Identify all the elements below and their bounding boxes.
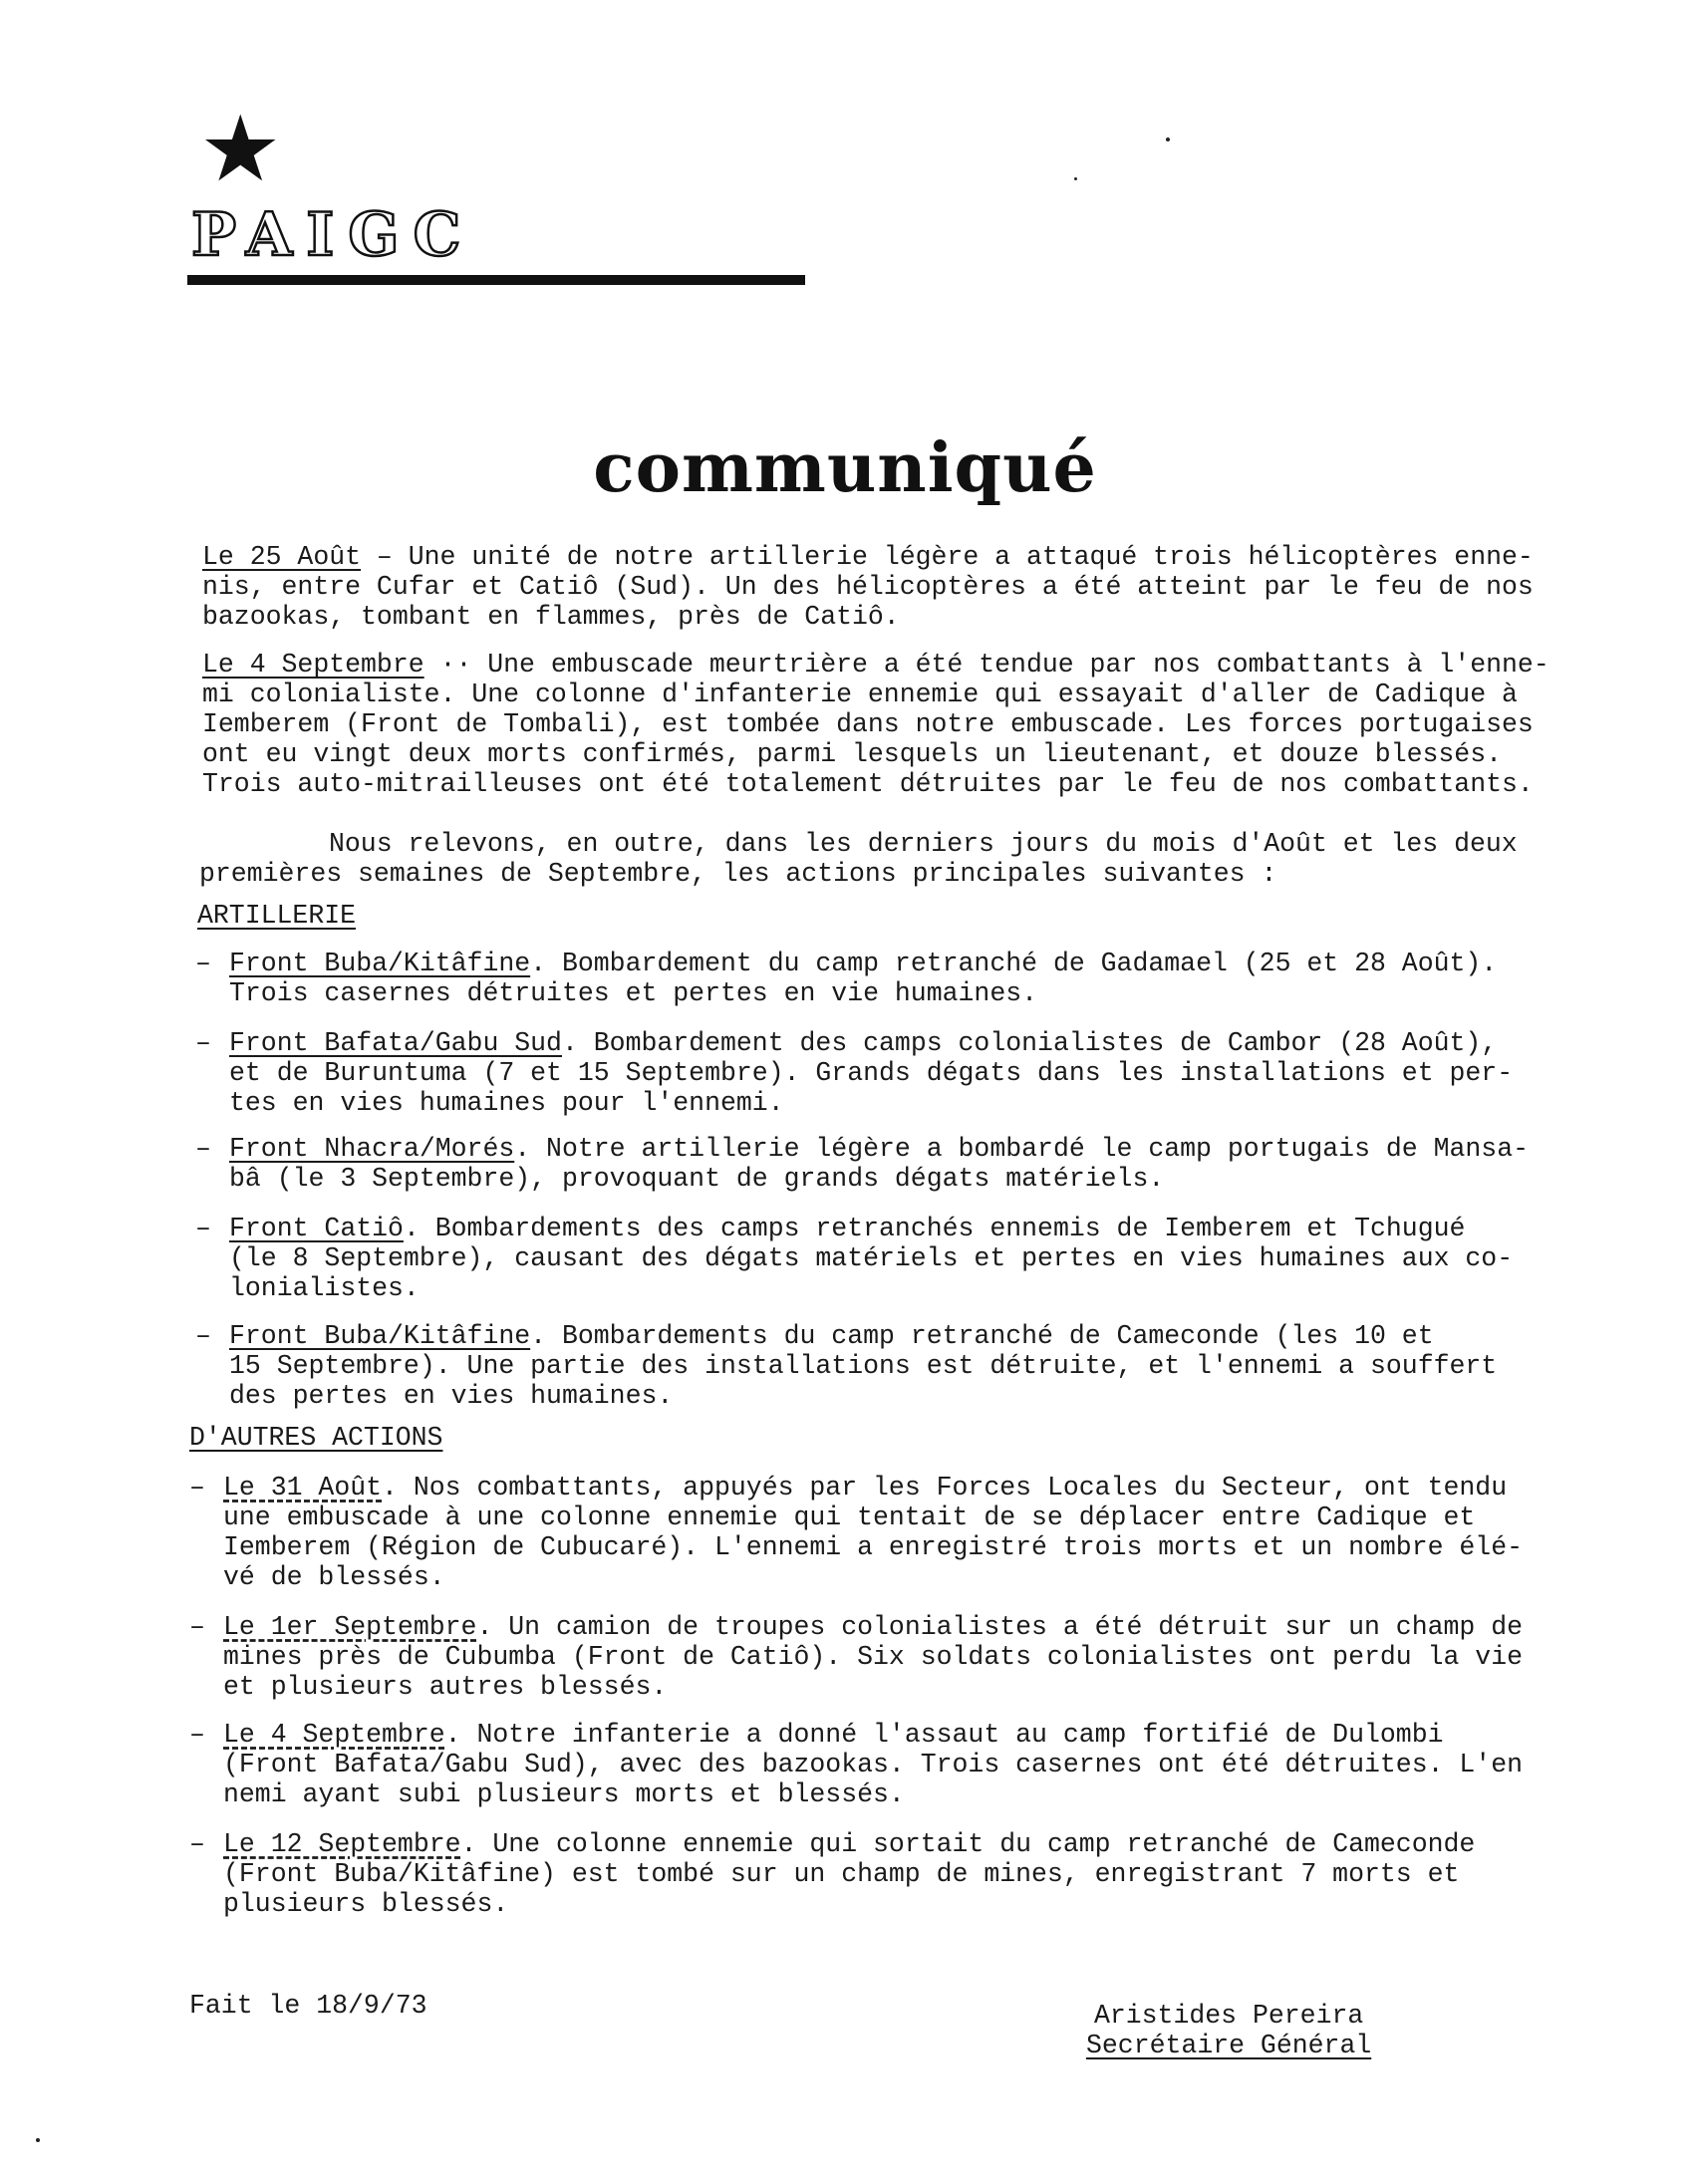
action-item: – Le 12 Septembre. Une colonne ennemie qui sortait du camp retranché de Cameconde (Front Buba/Kitâfine) est tombé sur un champ de mines, enregistrant 7 morts et plusieurs blessés.	[189, 1829, 1476, 1919]
bullet-dash: –	[189, 1612, 205, 1642]
date-label: Le 25 Août	[202, 542, 362, 572]
bullet-dash: –	[189, 1720, 205, 1750]
bullet-dash: –	[195, 1028, 211, 1058]
front-label: Front Buba/Kitâfine	[229, 949, 531, 978]
front-label: Front Nhacra/Morés	[229, 1134, 515, 1164]
signature-block	[1086, 2001, 1371, 2060]
date-label: Le 1er Septembre	[223, 1612, 477, 1642]
date-label: Le 4 Septembre	[223, 1720, 445, 1750]
paragraph-line: Trois auto-mitrailleuses ont été totalement détruites par le feu de nos combattants.	[202, 769, 1534, 799]
document-title: communiqué	[593, 428, 1097, 508]
front-label: Front Buba/Kitâfine	[229, 1321, 531, 1351]
date-label: Le 12 Septembre	[223, 1829, 461, 1859]
party-logo: PAIGC	[191, 200, 475, 270]
logo-underline-bar	[187, 275, 805, 285]
paragraph-line: bazookas, tombant en flammes, près de Catiô.	[202, 602, 900, 632]
bullet-dash: –	[189, 1829, 205, 1859]
bullet-dash: –	[195, 949, 211, 978]
signatory-name: Aristides Pereira	[1093, 2001, 1364, 2031]
action-item: – Le 4 Septembre. Notre infanterie a donné l'assaut au camp fortifié de Dulombi (Front Bafata/Gabu Sud), avec des bazookas. Trois casernes ont été détruites. L'en nemi ayant subi plusieurs morts et blessés.	[189, 1720, 1524, 1809]
intro-line: Nous relevons, en outre, dans les derniers jours du mois d'Août et les deux	[329, 829, 1518, 859]
scan-speck	[36, 2138, 40, 2142]
artillerie-item: – Front Bafata/Gabu Sud. Bombardement des camps colonialistes de Cambor (28 Août), et de Buruntuma (7 et 15 Septembre). Grands dégats dans les installations et per- tes en vies humaines pour l'ennemi.	[195, 1028, 1514, 1118]
document-date: Fait le 18/9/73	[189, 1991, 427, 2021]
action-item: – Le 31 Août. Nos combattants, appuyés par les Forces Locales du Secteur, ont tendu une embuscade à une colonne ennemie qui tentait de se déplacer entre Cadique et Iemberem (Région de Cubucaré). L'ennemi a enregistré trois morts et un nombre élé- vé de blessés.	[189, 1473, 1524, 1592]
artillerie-item: – Front Nhacra/Morés. Notre artillerie légère a bombardé le camp portugais de Mansa- bâ (le 3 Septembre), provoquant de grands dégats matériels.	[195, 1134, 1530, 1194]
paragraph-line: Iemberem (Front de Tombali), est tombée dans notre embuscade. Les forces portugaises	[202, 709, 1534, 739]
artillerie-item: – Front Catiô. Bombardements des camps retranchés ennemis de Iemberem et Tchugué (le 8 Septembre), causant des dégats matériels et pertes en vies humaines aux co- lonialistes.	[195, 1214, 1514, 1303]
bullet-dash: –	[195, 1214, 211, 1243]
artillerie-item: – Front Buba/Kitâfine. Bombardements du camp retranché de Cameconde (les 10 et 15 Septembre). Une partie des installations est détruite, et l'ennemi a souffert des pertes en vies humaines.	[195, 1321, 1498, 1411]
star-emblem-icon: ★	[199, 96, 282, 202]
section-heading-artillerie: ARTILLERIE	[197, 901, 357, 931]
front-label: Front Bafata/Gabu Sud	[229, 1028, 562, 1058]
date-label: Le 4 Septembre	[202, 650, 424, 680]
intro-paragraph	[199, 829, 1614, 889]
bullet-dash: –	[189, 1473, 205, 1502]
artillerie-item: – Front Buba/Kitâfine. Bombardement du camp retranché de Gadamael (25 et 28 Août). Trois casernes détruites et pertes en vie humaines.	[195, 949, 1498, 1008]
front-label: Front Catiô	[229, 1214, 404, 1243]
date-label: Le 31 Août	[223, 1473, 383, 1502]
section-heading-autres-actions: D'AUTRES ACTIONS	[189, 1423, 443, 1453]
scan-speck	[1166, 137, 1170, 141]
bullet-dash: –	[195, 1321, 211, 1351]
signatory-title: Secrétaire Général	[1086, 2031, 1372, 2060]
scan-speck	[1074, 177, 1077, 180]
bullet-dash: –	[195, 1134, 211, 1164]
paragraph-line: nis, entre Cufar et Catiô (Sud). Un des hélicoptères a été atteint par le feu de nos	[202, 572, 1534, 602]
paragraph-first-line: Le 4 Septembre ·· Une embuscade meurtrière a été tendue par nos combattants à l'enne-	[202, 650, 1549, 680]
paragraph-4-septembre	[202, 650, 1617, 799]
intro-line: premières semaines de Septembre, les actions principales suivantes :	[199, 859, 1277, 889]
paragraph-line: mi colonialiste. Une colonne d'infanterie ennemie qui essayait d'aller de Cadique à	[202, 680, 1518, 709]
paragraph-first-line: Le 25 Août – Une unité de notre artillerie légère a attaqué trois hélicoptères enne-	[202, 542, 1534, 572]
paragraph-25-aout	[202, 542, 1617, 632]
paragraph-line: ont eu vingt deux morts confirmés, parmi lesquels un lieutenant, et douze blessés.	[202, 739, 1503, 769]
action-item: – Le 1er Septembre. Un camion de troupes colonialistes a été détruit sur un champ de mines près de Cubumba (Front de Catiô). Six soldats colonialistes ont perdu la vie et plusieurs autres blessés.	[189, 1612, 1524, 1702]
